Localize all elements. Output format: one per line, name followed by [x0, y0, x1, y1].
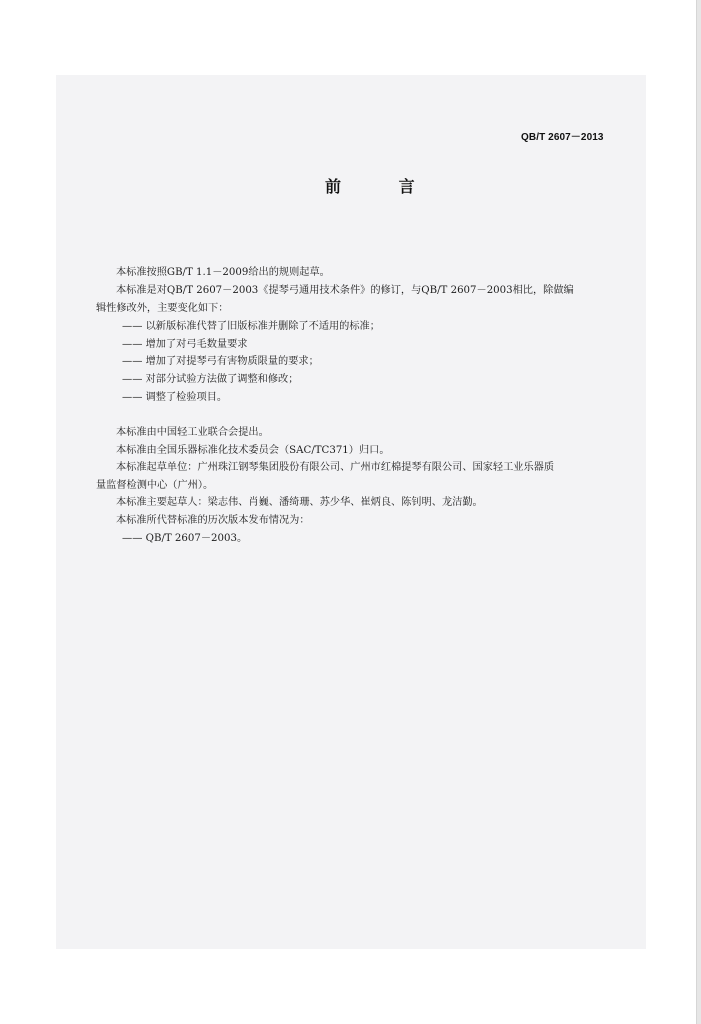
paragraph-line: 本标准按照GB/T 1.1－2009给出的规则起草。 [116, 267, 330, 278]
scanned-page-area [56, 75, 646, 949]
standard-code: QB/T 2607－2013 [521, 132, 604, 143]
version-item: —— QB/T 2607－2003。 [122, 533, 248, 544]
change-item: —— 调整了检验项目。 [122, 392, 228, 403]
change-item: —— 以新版标准代替了旧版标准并删除了不适用的标准； [122, 321, 380, 332]
paragraph-line: 本标准由中国轻工业联合会提出。 [116, 427, 269, 438]
paragraph-line: 辑性修改外，主要变化如下： [96, 303, 229, 314]
change-item: —— 对部分试验方法做了调整和修改； [122, 374, 299, 385]
paragraph-line: 本标准主要起草人：梁志伟、肖巍、潘绮珊、苏少华、崔炳良、陈钊明、龙洁勤。 [116, 497, 483, 508]
paragraph-line: 本标准所代替标准的历次版本发布情况为： [116, 515, 310, 526]
change-item: —— 增加了对弓毛数量要求 [122, 339, 248, 350]
page-title: 前 言 [325, 177, 441, 196]
paragraph-line: 本标准是对QB/T 2607－2003《提琴弓通用技术条件》的修订，与QB/T 2607－2003相比，除做编 [116, 285, 574, 296]
page-edge [696, 0, 701, 1024]
change-item: —— 增加了对提琴弓有害物质限量的要求； [122, 356, 319, 367]
paragraph-line: 量监督检测中心（广州）。 [96, 480, 214, 491]
paragraph-line: 本标准起草单位：广州珠江钢琴集团股份有限公司、广州市红棉提琴有限公司、国家轻工业乐器质 [116, 462, 555, 473]
paragraph-line: 本标准由全国乐器标准化技术委员会（SAC/TC371）归口。 [116, 445, 390, 456]
